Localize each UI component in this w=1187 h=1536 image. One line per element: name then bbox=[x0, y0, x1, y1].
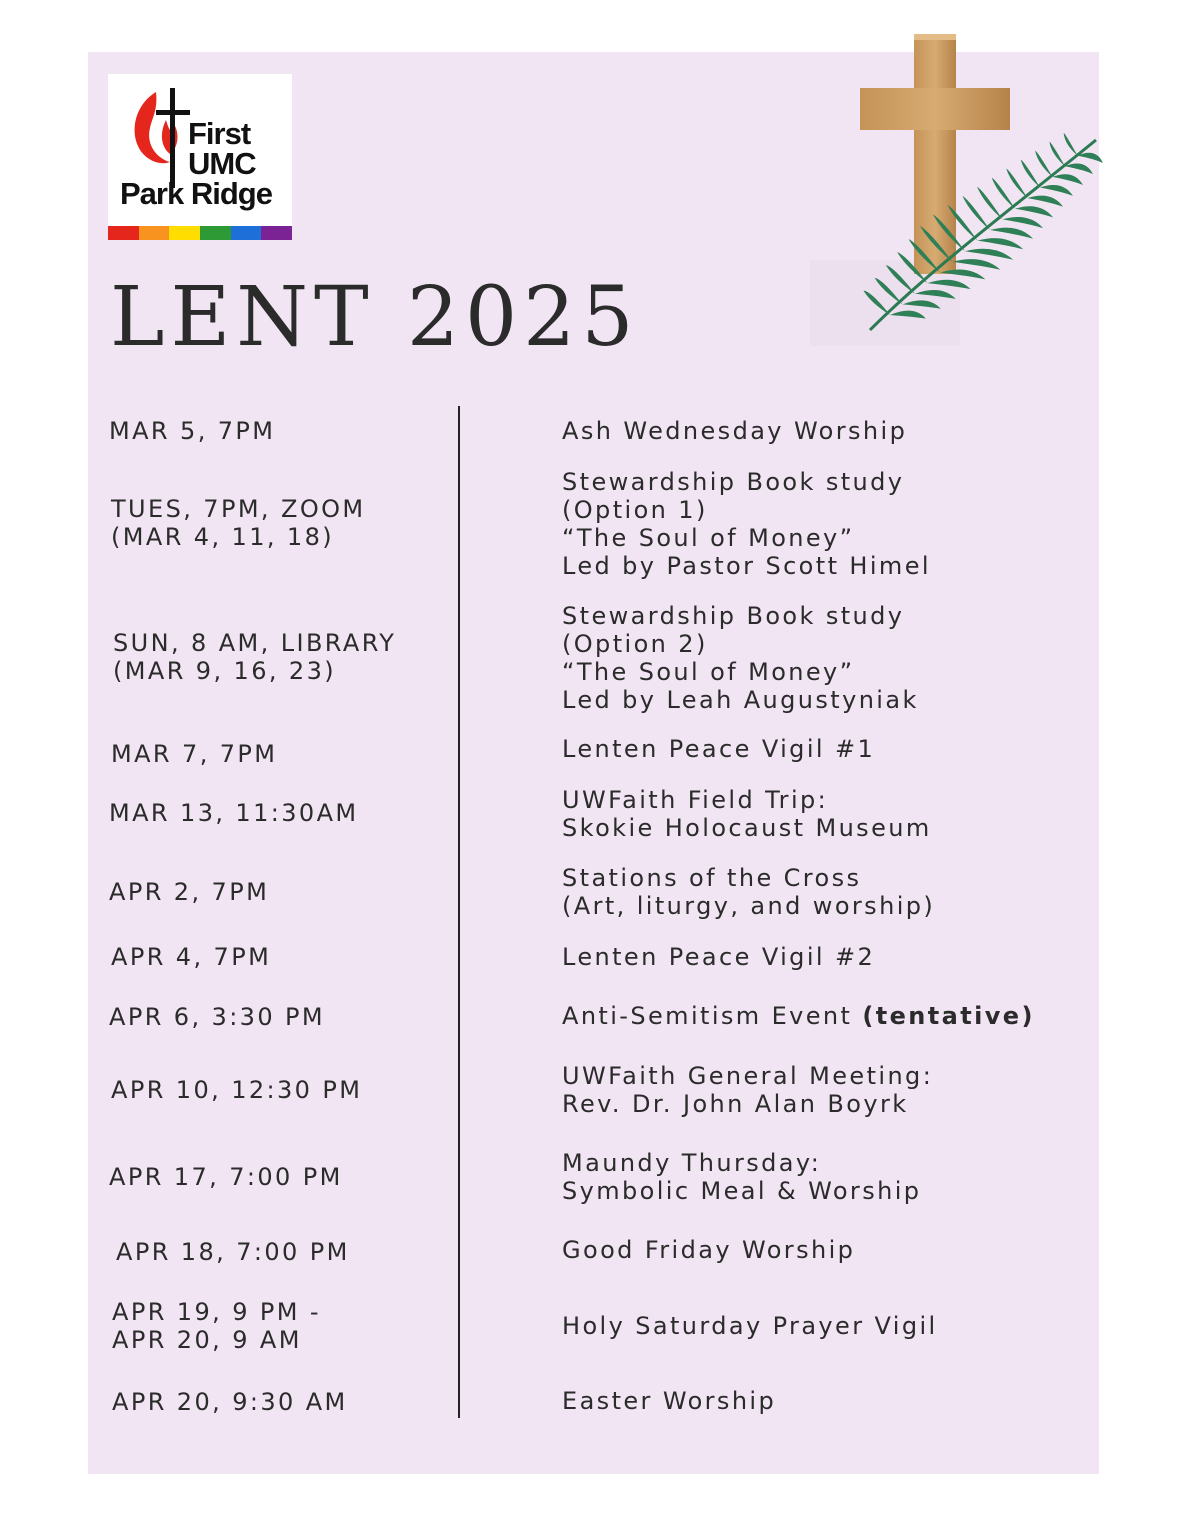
event-description-text: Stewardship Book study (Option 2) “The Soul of Money” Led by Leah Augustyniak bbox=[562, 602, 919, 714]
event-description bbox=[562, 735, 875, 763]
logo-line-first: First bbox=[188, 116, 251, 151]
rainbow-band bbox=[169, 226, 200, 240]
event-description bbox=[562, 943, 875, 971]
church-logo bbox=[108, 74, 292, 240]
event-date: APR 10, 12:30 PM bbox=[111, 1076, 363, 1104]
event-description-text: Holy Saturday Prayer Vigil bbox=[562, 1312, 938, 1340]
event-description bbox=[562, 1149, 921, 1205]
event-date: MAR 13, 11:30AM bbox=[109, 799, 359, 827]
event-date: APR 18, 7:00 PM bbox=[116, 1238, 350, 1266]
event-date: SUN, 8 AM, LIBRARY (MAR 9, 16, 23) bbox=[113, 629, 397, 685]
event-description-text: Stations of the Cross (Art, liturgy, and worship) bbox=[562, 864, 936, 920]
event-description-text: Lenten Peace Vigil #1 bbox=[562, 735, 876, 763]
rainbow-band bbox=[261, 226, 292, 240]
page-title: LENT 2025 bbox=[110, 270, 640, 365]
event-description bbox=[562, 468, 931, 580]
rainbow-band bbox=[139, 226, 170, 240]
event-note: (tentative) bbox=[862, 1002, 1035, 1030]
event-description-text: Ash Wednesday Worship bbox=[562, 417, 908, 445]
event-description bbox=[562, 602, 919, 714]
event-date: APR 4, 7PM bbox=[111, 943, 272, 971]
event-date: APR 17, 7:00 PM bbox=[109, 1163, 343, 1191]
event-description bbox=[562, 1002, 1035, 1030]
event-description bbox=[562, 1312, 938, 1340]
rainbow-band bbox=[200, 226, 231, 240]
column-divider bbox=[458, 406, 460, 1418]
event-description-text: Stewardship Book study (Option 1) “The Soul of Money” Led by Pastor Scott Himel bbox=[562, 468, 931, 580]
event-description-text: Good Friday Worship bbox=[562, 1236, 856, 1264]
cross-with-palm-icon bbox=[810, 30, 1110, 350]
event-description-text: Anti-Semitism Event bbox=[562, 1002, 853, 1030]
logo-line-park-ridge: Park Ridge bbox=[120, 176, 272, 211]
logo-line-umc: UMC bbox=[188, 146, 256, 181]
rainbow-band bbox=[231, 226, 262, 240]
event-description-text: UWFaith Field Trip: Skokie Holocaust Museum bbox=[562, 786, 932, 842]
event-date: MAR 7, 7PM bbox=[111, 740, 278, 768]
event-description-text: Maundy Thursday: Symbolic Meal & Worship bbox=[562, 1149, 922, 1205]
event-description bbox=[562, 1236, 855, 1264]
event-description bbox=[562, 864, 935, 920]
event-description bbox=[562, 786, 932, 842]
event-description-text: Lenten Peace Vigil #2 bbox=[562, 943, 876, 971]
event-description bbox=[562, 1062, 933, 1118]
event-date: APR 20, 9:30 AM bbox=[112, 1388, 348, 1416]
rainbow-stripe bbox=[108, 226, 292, 240]
event-description bbox=[562, 1387, 776, 1415]
event-date: APR 2, 7PM bbox=[109, 878, 270, 906]
event-date: APR 19, 9 PM - APR 20, 9 AM bbox=[112, 1298, 321, 1354]
event-date: MAR 5, 7PM bbox=[109, 417, 276, 445]
event-description-text: UWFaith General Meeting: Rev. Dr. John Alan Boyrk bbox=[562, 1062, 934, 1118]
event-date: APR 6, 3:30 PM bbox=[109, 1003, 326, 1031]
event-description-text: Easter Worship bbox=[562, 1387, 777, 1415]
rainbow-band bbox=[108, 226, 139, 240]
event-description bbox=[562, 417, 907, 445]
event-date: TUES, 7PM, ZOOM (MAR 4, 11, 18) bbox=[111, 495, 366, 551]
